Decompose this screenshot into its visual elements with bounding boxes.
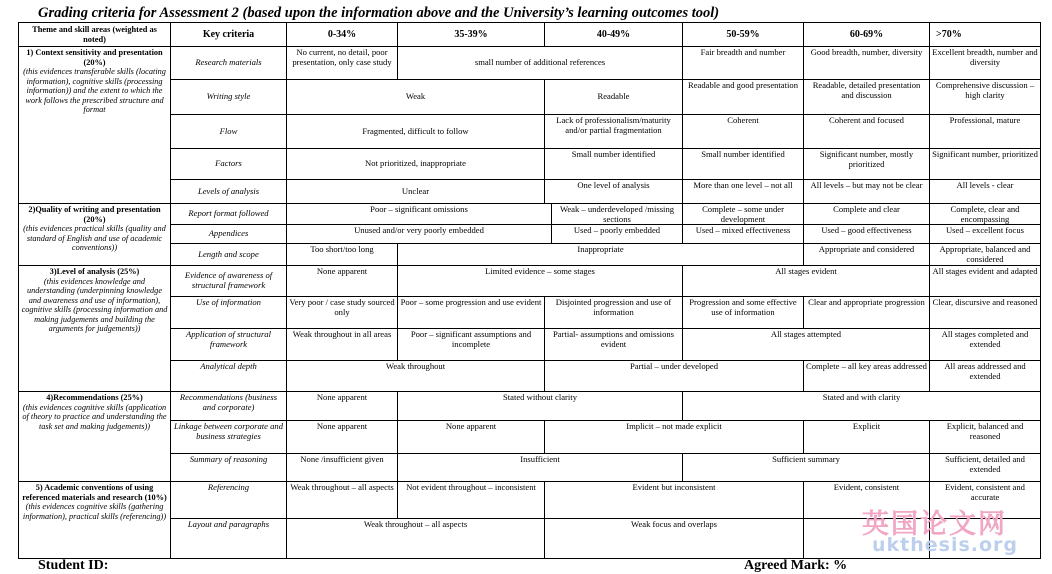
section-5-desc: (this evidences cognitive skills (gathering information), practical skills (referencing)) [22,502,167,521]
section-4-desc: (this evidences cognitive skills (application of theory to practice and understanding the task set and making judgements)) [22,402,167,431]
cell-text: Appropriate, balanced and considered [929,243,1040,265]
cell-text: Complete – all key areas addressed [803,360,929,391]
cell-text: Used – excellent focus [929,224,1040,243]
watermark-logo: 英国论文网 [862,509,1007,540]
section-2-desc: (this evidences practical skills (quality and standard of English and use of academic conventions)) [23,224,166,253]
cell-text: None apparent [286,265,397,296]
cell-text: Evident, consistent [803,481,929,518]
header-band-1: 0-34% [286,22,397,46]
cell-text: None apparent [397,420,544,453]
cell-text: Too short/too long [286,243,397,265]
cell-text: Comprehensive discussion – high clarity [929,79,1040,114]
cell-text: Fragmented, difficult to follow [286,114,544,148]
cell-text: Disjointed progression and use of information [544,296,682,328]
cell-text: Weak throughout – all aspects [286,481,397,518]
section-4-theme [18,391,170,481]
header-band-4: 50-59% [682,22,803,46]
section-3-theme [18,265,170,391]
cell-text: Poor – some progression and use evident [397,296,544,328]
section-3-desc: (this evidences knowledge and understanding (underpinning knowledge and awareness and use of information), cognitive skills (processing information and making judgements and building the arguments for judgements)) [21,276,168,334]
criterion-summary-reasoning: Summary of reasoning [170,453,286,481]
cell-text: Implicit – not made explicit [544,420,803,453]
cell-text: Evident but inconsistent [544,481,803,518]
cell-text: Clear, discursive and reasoned [929,296,1040,328]
header-theme: Theme and skill areas (weighted as noted) [18,22,170,46]
criterion-length-scope: Length and scope [170,243,286,265]
cell-text: Readable, detailed presentation and discussion [803,79,929,114]
cell-text: Good breadth, number, diversity [803,46,929,79]
cell-text: Complete, clear and encompassing [929,203,1040,224]
cell-text: Fair breadth and number [682,46,803,79]
criterion-writing-style: Writing style [170,79,286,114]
criterion-research-materials: Research materials [170,46,286,79]
cell-text: Not evident throughout – inconsistent [397,481,544,518]
criterion-report-format: Report format followed [170,203,286,224]
cell-text: small number of additional references [397,46,682,79]
header-band-2: 35-39% [397,22,544,46]
cell-text: Sufficient summary [682,453,929,481]
cell-text: Weak – underdeveloped /missing sections [551,203,682,224]
cell-text: None apparent [286,391,397,420]
cell-text: Complete – some under development [682,203,803,224]
criterion-referencing: Referencing [170,481,286,518]
section-1-title: 1) Context sensitivity and presentation (20%) [26,48,163,67]
cell-text: Partial – under developed [544,360,803,391]
cell-text: Readable [544,79,682,114]
cell-text: All areas addressed and extended [929,360,1040,391]
cell-text: Significant number, mostly prioritized [803,148,929,179]
cell-text: Not prioritized, inappropriate [286,148,544,179]
cell-text: All stages evident and adapted [929,265,1040,296]
cell-text: Weak throughout [286,360,544,391]
section-4-title: 4)Recommendations (25%) [46,393,143,402]
cell-text: Small number identified [544,148,682,179]
cell-text: Explicit [803,420,929,453]
cell-text: Weak throughout in all areas [286,328,397,360]
criterion-factors: Factors [170,148,286,179]
criterion-application-framework: Application of structural framework [170,328,286,360]
watermark-url: ukthesis.org [872,534,1019,556]
section-5-title: 5) Academic conventions of using referenced materials and research (10%) [22,483,167,502]
cell-text: Unused and/or very poorly embedded [286,224,551,243]
section-2-title: 2)Quality of writing and presentation (20%) [28,205,161,224]
cell-text: Partial- assumptions and omissions evident [544,328,682,360]
cell-text: Inappropriate [397,243,803,265]
criterion-linkage: Linkage between corporate and business strategies [170,420,286,453]
cell-text: Used – mixed effectiveness [682,224,803,243]
section-2-theme [18,203,170,265]
cell-text: Sufficient, detailed and extended [929,453,1040,481]
cell-text: None /insufficient given [286,453,397,481]
cell-text: Coherent and focused [803,114,929,148]
cell-text: Clear and appropriate progression [803,296,929,328]
cell-text: Weak [286,79,544,114]
cell-text: Complete and clear [803,203,929,224]
header-key-criteria: Key criteria [170,22,286,46]
cell-text: All levels - clear [929,179,1040,203]
header-band-3: 40-49% [544,22,682,46]
cell-text: Used – poorly embedded [551,224,682,243]
cell-text: Appropriate and considered [803,243,929,265]
section-5-theme [18,481,170,558]
cell-text: None apparent [286,420,397,453]
cell-text: Coherent [682,114,803,148]
cell-text: Insufficient [397,453,682,481]
cell-text: Evident, consistent and accurate [929,481,1040,518]
cell-text: Unclear [286,179,544,203]
section-1-desc: (this evidences transferable skills (locating information), cognitive skills (processing information)) and the extent to which the work follows the prescribed structure and format [23,67,166,115]
cell-text: Stated and with clarity [682,391,1040,420]
cell-text: All stages completed and extended [929,328,1040,360]
page-title: Grading criteria for Assessment 2 (based upon the information above and the University’s learning outcomes tool) [38,5,720,21]
cell-text: Explicit, balanced and reasoned [929,420,1040,453]
cell-text: No current, no detail, poor presentation, only case study [286,46,397,79]
criterion-use-of-information: Use of information [170,296,286,328]
criterion-analytical-depth: Analytical depth [170,360,286,391]
cell-text: All levels – but may not be clear [803,179,929,203]
cell-text: All stages evident [682,265,929,296]
cell-text: Readable and good presentation [682,79,803,114]
criterion-appendices: Appendices [170,224,286,243]
criterion-structural-awareness: Evidence of awareness of structural framework [170,265,286,296]
criterion-levels-of-analysis: Levels of analysis [170,179,286,203]
criterion-recommendations: Recommendations (business and corporate) [170,391,286,420]
cell-text: Used – good effectiveness [803,224,929,243]
cell-text: More than one level – not all [682,179,803,203]
cell-text: Weak throughout – all aspects [286,518,544,558]
section-1-theme [18,46,170,203]
student-id-label: Student ID: [38,558,109,573]
cell-text: Progression and some effective use of information [682,296,803,328]
cell-text: Professional, mature [929,114,1040,148]
header-band-6: >70% [929,22,1040,46]
cell-text: One level of analysis [544,179,682,203]
header-band-5: 60-69% [803,22,929,46]
agreed-mark-label: Agreed Mark: % [744,558,848,573]
cell-text: Significant number, prioritized [929,148,1040,179]
cell-text: Stated without clarity [397,391,682,420]
cell-text: Weak focus and overlaps [544,518,803,558]
cell-text: Small number identified [682,148,803,179]
cell-text: Lack of professionalism/maturity and/or partial fragmentation [544,114,682,148]
criterion-layout-paragraphs: Layout and paragraphs [170,518,286,558]
criterion-flow: Flow [170,114,286,148]
cell-text: Poor – significant assumptions and incomplete [397,328,544,360]
section-3-title: 3)Level of analysis (25%) [49,267,140,276]
cell-text: Poor – significant omissions [286,203,551,224]
cell-text: Very poor / case study sourced only [286,296,397,328]
cell-text: Excellent breadth, number and diversity [929,46,1040,79]
cell-text: All stages attempted [682,328,929,360]
cell-text: Limited evidence – some stages [397,265,682,296]
